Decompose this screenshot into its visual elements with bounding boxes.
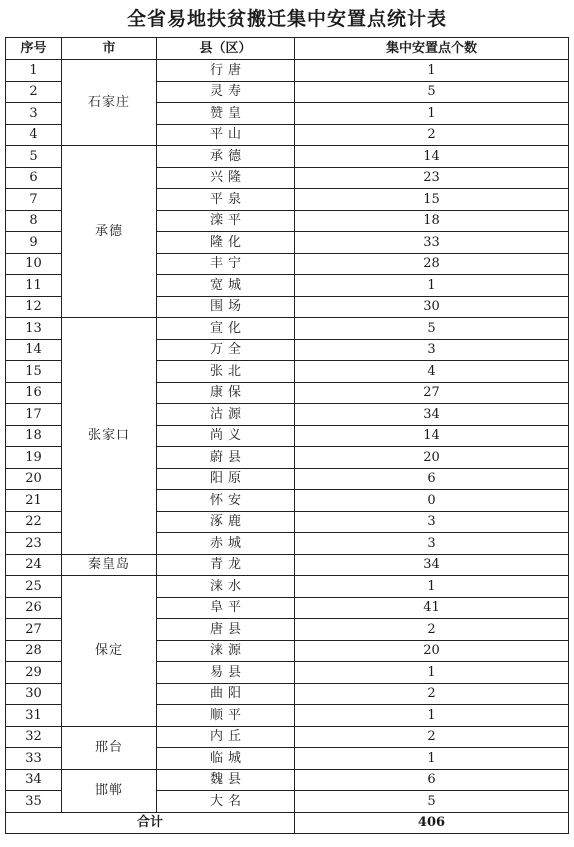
row-count: 34: [295, 554, 569, 576]
row-count: 5: [295, 791, 569, 813]
row-count: 1: [295, 705, 569, 727]
table-row: [6, 576, 569, 598]
row-county: 承德: [157, 146, 295, 168]
row-count: 3: [295, 533, 569, 555]
row-count: 28: [295, 253, 569, 275]
row-county: 平山: [157, 124, 295, 146]
row-county: 赤城: [157, 533, 295, 555]
page-title: 全省易地扶贫搬迁集中安置点统计表: [126, 8, 447, 30]
row-city: 承德: [62, 146, 157, 318]
row-count: 2: [295, 726, 569, 748]
row-seq: 9: [6, 232, 62, 254]
row-seq: 28: [6, 640, 62, 662]
row-county: 涞水: [157, 576, 295, 598]
row-county: 蔚县: [157, 447, 295, 469]
header-count: 集中安置点个数: [295, 38, 569, 60]
row-county: 平泉: [157, 189, 295, 211]
row-count: 20: [295, 447, 569, 469]
row-count: 15: [295, 189, 569, 211]
row-count: 1: [295, 103, 569, 125]
row-seq: 6: [6, 167, 62, 189]
row-count: 1: [295, 60, 569, 82]
row-county: 曲阳: [157, 683, 295, 705]
row-county: 阜平: [157, 597, 295, 619]
row-city: 秦皇岛: [62, 554, 157, 576]
row-seq: 2: [6, 81, 62, 103]
total-count: 406: [295, 812, 569, 834]
row-city: 邯郸: [62, 769, 157, 812]
row-seq: 12: [6, 296, 62, 318]
row-city: 邢台: [62, 726, 157, 769]
row-county: 宣化: [157, 318, 295, 340]
row-count: 5: [295, 81, 569, 103]
row-seq: 5: [6, 146, 62, 168]
row-seq: 4: [6, 124, 62, 146]
row-seq: 34: [6, 769, 62, 791]
row-county: 康保: [157, 382, 295, 404]
row-count: 3: [295, 339, 569, 361]
statistics-table: [5, 37, 569, 834]
row-seq: 18: [6, 425, 62, 447]
row-county: 万全: [157, 339, 295, 361]
row-seq: 10: [6, 253, 62, 275]
row-count: 5: [295, 318, 569, 340]
table-header: [6, 38, 569, 60]
row-seq: 31: [6, 705, 62, 727]
row-seq: 29: [6, 662, 62, 684]
row-county: 涿鹿: [157, 511, 295, 533]
row-seq: 22: [6, 511, 62, 533]
row-county: 隆化: [157, 232, 295, 254]
row-count: 33: [295, 232, 569, 254]
row-county: 唐县: [157, 619, 295, 641]
row-seq: 20: [6, 468, 62, 490]
row-county: 尚义: [157, 425, 295, 447]
row-county: 沽源: [157, 404, 295, 426]
row-seq: 11: [6, 275, 62, 297]
row-county: 阳原: [157, 468, 295, 490]
row-county: 内丘: [157, 726, 295, 748]
row-city: 石家庄: [62, 60, 157, 146]
row-seq: 25: [6, 576, 62, 598]
row-count: 3: [295, 511, 569, 533]
row-seq: 27: [6, 619, 62, 641]
row-count: 4: [295, 361, 569, 383]
row-county: 大名: [157, 791, 295, 813]
table-body: [6, 60, 569, 813]
row-county: 丰宁: [157, 253, 295, 275]
total-label: 合计: [6, 812, 295, 834]
row-count: 30: [295, 296, 569, 318]
row-city: 保定: [62, 576, 157, 727]
row-count: 2: [295, 124, 569, 146]
row-county: 怀安: [157, 490, 295, 512]
row-city: 张家口: [62, 318, 157, 555]
row-county: 易县: [157, 662, 295, 684]
row-count: 14: [295, 425, 569, 447]
row-seq: 32: [6, 726, 62, 748]
row-seq: 30: [6, 683, 62, 705]
row-seq: 35: [6, 791, 62, 813]
row-seq: 23: [6, 533, 62, 555]
row-seq: 33: [6, 748, 62, 770]
row-count: 1: [295, 748, 569, 770]
row-seq: 17: [6, 404, 62, 426]
table-row: [6, 554, 569, 576]
row-county: 行唐: [157, 60, 295, 82]
header-seq: 序号: [6, 38, 62, 60]
row-county: 兴隆: [157, 167, 295, 189]
row-seq: 15: [6, 361, 62, 383]
table-row: [6, 60, 569, 82]
table-row: [6, 726, 569, 748]
row-seq: 7: [6, 189, 62, 211]
row-seq: 14: [6, 339, 62, 361]
header-county: 县（区）: [157, 38, 295, 60]
row-county: 宽城: [157, 275, 295, 297]
row-count: 34: [295, 404, 569, 426]
row-count: 1: [295, 662, 569, 684]
row-count: 1: [295, 576, 569, 598]
row-county: 张北: [157, 361, 295, 383]
row-county: 魏县: [157, 769, 295, 791]
total-row: [6, 812, 569, 834]
row-count: 1: [295, 275, 569, 297]
row-count: 14: [295, 146, 569, 168]
row-seq: 24: [6, 554, 62, 576]
row-count: 6: [295, 769, 569, 791]
row-count: 0: [295, 490, 569, 512]
header-row: [6, 38, 569, 60]
row-count: 6: [295, 468, 569, 490]
row-count: 41: [295, 597, 569, 619]
row-county: 滦平: [157, 210, 295, 232]
row-county: 青龙: [157, 554, 295, 576]
table-row: [6, 318, 569, 340]
row-count: 18: [295, 210, 569, 232]
row-county: 临城: [157, 748, 295, 770]
row-county: 顺平: [157, 705, 295, 727]
row-seq: 16: [6, 382, 62, 404]
table-row: [6, 146, 569, 168]
row-county: 围场: [157, 296, 295, 318]
row-seq: 26: [6, 597, 62, 619]
row-seq: 21: [6, 490, 62, 512]
row-county: 灵寿: [157, 81, 295, 103]
table-row: [6, 769, 569, 791]
row-county: 赞皇: [157, 103, 295, 125]
row-seq: 8: [6, 210, 62, 232]
row-count: 20: [295, 640, 569, 662]
row-count: 2: [295, 683, 569, 705]
row-seq: 3: [6, 103, 62, 125]
row-count: 23: [295, 167, 569, 189]
row-county: 涞源: [157, 640, 295, 662]
row-seq: 1: [6, 60, 62, 82]
row-seq: 13: [6, 318, 62, 340]
row-count: 2: [295, 619, 569, 641]
header-city: 市: [62, 38, 157, 60]
row-count: 27: [295, 382, 569, 404]
row-seq: 19: [6, 447, 62, 469]
table-footer: [6, 812, 569, 834]
